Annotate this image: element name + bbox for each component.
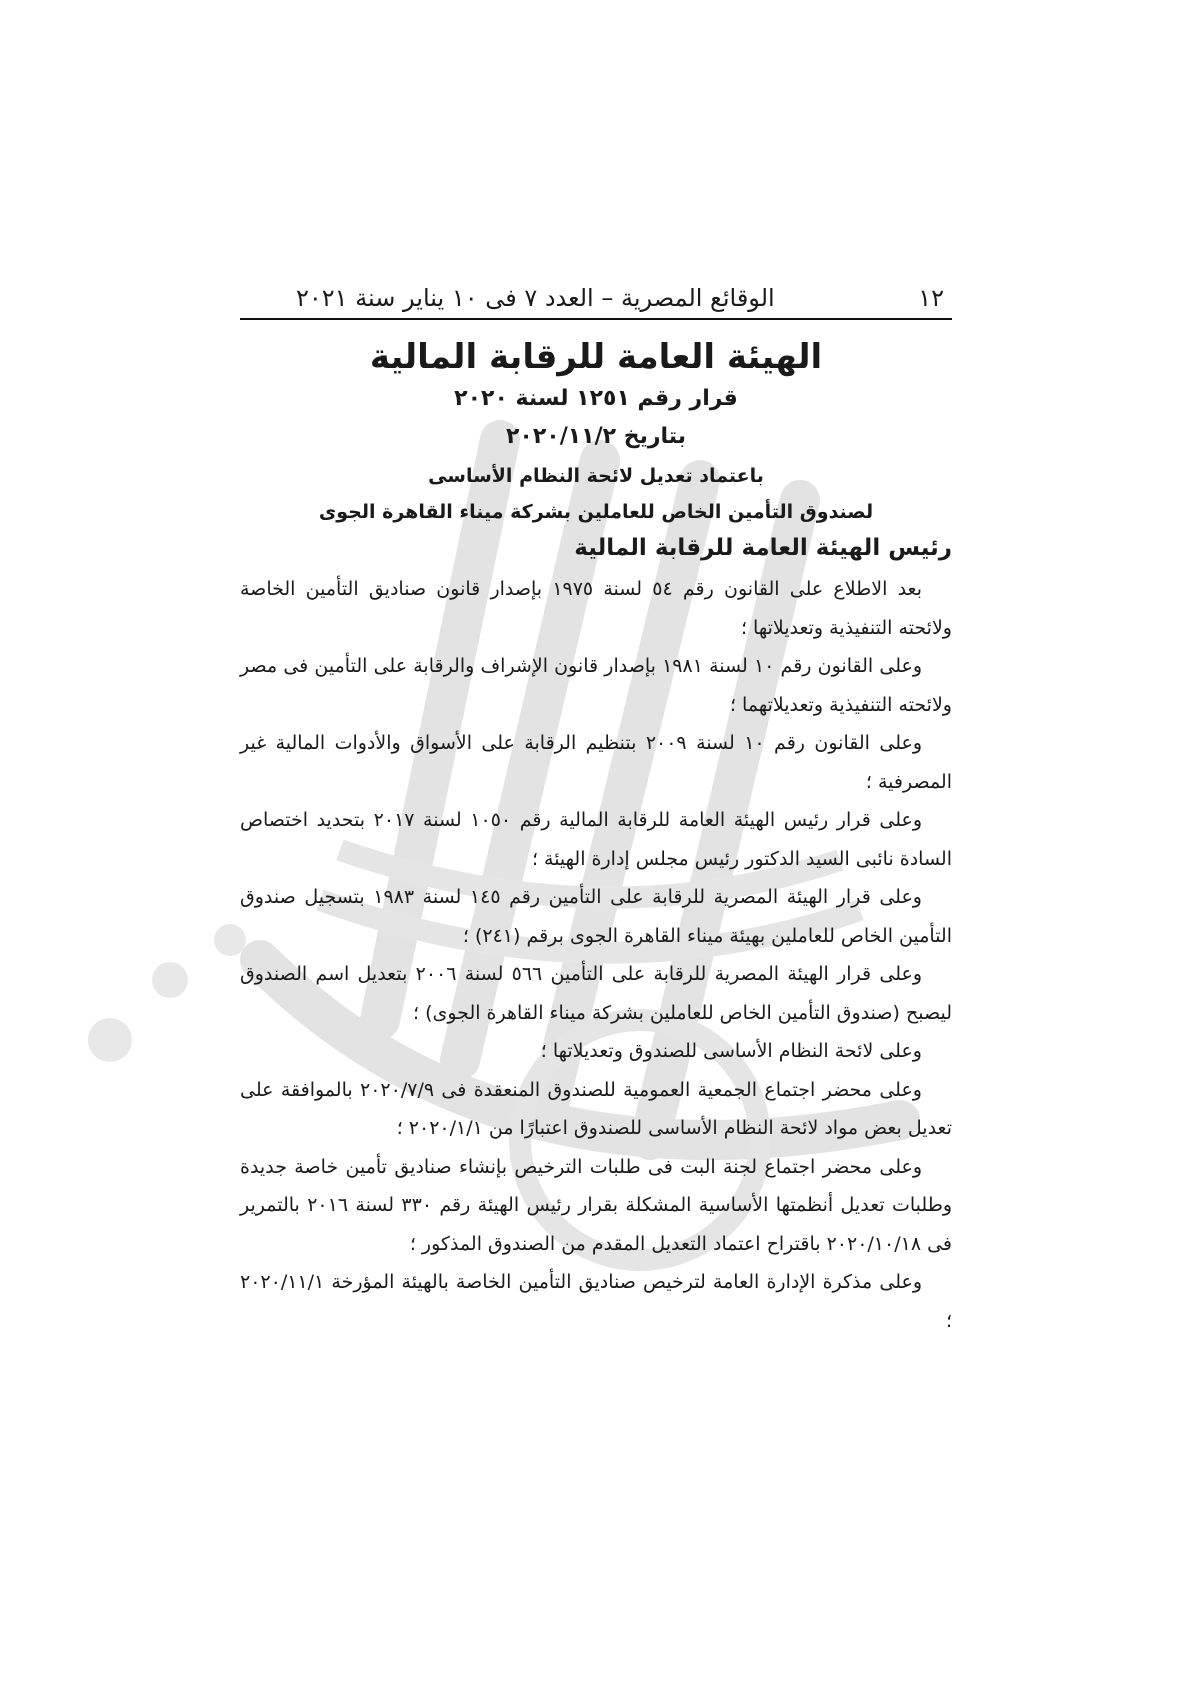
- preamble-paragraph: وعلى القانون رقم ١٠ لسنة ٢٠٠٩ بتنظيم الرقابة على الأسواق والأدوات المالية غير المصرفية ؛: [240, 732, 952, 793]
- preamble-paragraphs: [240, 570, 952, 1340]
- preamble-paragraph: وعلى قرار الهيئة المصرية للرقابة على التأمين رقم ١٤٥ لسنة ١٩٨٣ بتسجيل صندوق التأمين الخاص للعاملين بهيئة ميناء القاهرة الجوى برقم (٢٤١) ؛: [240, 886, 952, 947]
- president-title: رئيس الهيئة العامة للرقابة المالية: [574, 535, 952, 561]
- gazette-issue-line: الوقائع المصرية – العدد ٧ فى ١٠ يناير سنة ٢٠٢١: [296, 284, 775, 312]
- decree-date: بتاريخ ٢٠٢٠/١١/٢: [505, 424, 687, 449]
- preamble-paragraph: وعلى محضر اجتماع الجمعية العمومية للصندوق المنعقدة فى ٢٠٢٠/٧/٩ بالموافقة على تعديل بعض مواد لائحة النظام الأساسى للصندوق اعتبارًا من ٢٠٢٠/١/١ ؛: [240, 1078, 952, 1139]
- preamble-paragraph: بعد الاطلاع على القانون رقم ٥٤ لسنة ١٩٧٥ بإصدار قانون صناديق التأمين الخاصة ولائحته التنفيذية وتعديلاتها ؛: [240, 578, 952, 639]
- preamble-paragraph: وعلى لائحة النظام الأساسى للصندوق وتعديلاتها ؛: [540, 1040, 922, 1062]
- authority-title: الهيئة العامة للرقابة المالية: [369, 337, 823, 377]
- decree-subject-line-1: باعتماد تعديل لائحة النظام الأساسى: [428, 465, 764, 487]
- preamble-paragraph: وعلى القانون رقم ١٠ لسنة ١٩٨١ بإصدار قانون الإشراف والرقابة على التأمين فى مصر ولائحته التنفيذية وتعديلاتهما ؛: [240, 655, 952, 716]
- decree-subject-line-2: لصندوق التأمين الخاص للعاملين بشركة ميناء القاهرة الجوى: [318, 501, 874, 523]
- page-number: ١٢: [918, 284, 944, 312]
- preamble-paragraph: وعلى قرار رئيس الهيئة العامة للرقابة المالية رقم ١٠٥٠ لسنة ٢٠١٧ بتحديد اختصاص السادة نائبى السيد الدكتور رئيس مجلس إدارة الهيئة ؛: [240, 809, 952, 870]
- decree-title: قرار رقم ١٢٥١ لسنة ٢٠٢٠: [454, 386, 738, 411]
- preamble-paragraph: وعلى قرار الهيئة المصرية للرقابة على التأمين ٥٦٦ لسنة ٢٠٠٦ بتعديل اسم الصندوق ليصبح (صندوق التأمين الخاص للعاملين بشركة ميناء القاهرة الجوى) ؛: [240, 963, 952, 1024]
- preamble-paragraph: وعلى مذكرة الإدارة العامة لترخيص صناديق التأمين الخاصة بالهيئة المؤرخة ٢٠٢٠/١١/١ ؛: [240, 1271, 952, 1332]
- gazette-page: [240, 270, 952, 1340]
- page-header: [240, 270, 952, 320]
- preamble-paragraph: وعلى محضر اجتماع لجنة البت فى طلبات الترخيص بإنشاء صناديق تأمين خاصة جديدة وطلبات تعديل أنظمتها الأساسية المشكلة بقرار رئيس الهيئة رقم ٣٣٠ لسنة ٢٠١٦ بالتمرير فى ٢٠٢٠/١٠/١٨ باقتراح اعتماد التعديل المقدم من الصندوق المذكور ؛: [240, 1155, 952, 1255]
